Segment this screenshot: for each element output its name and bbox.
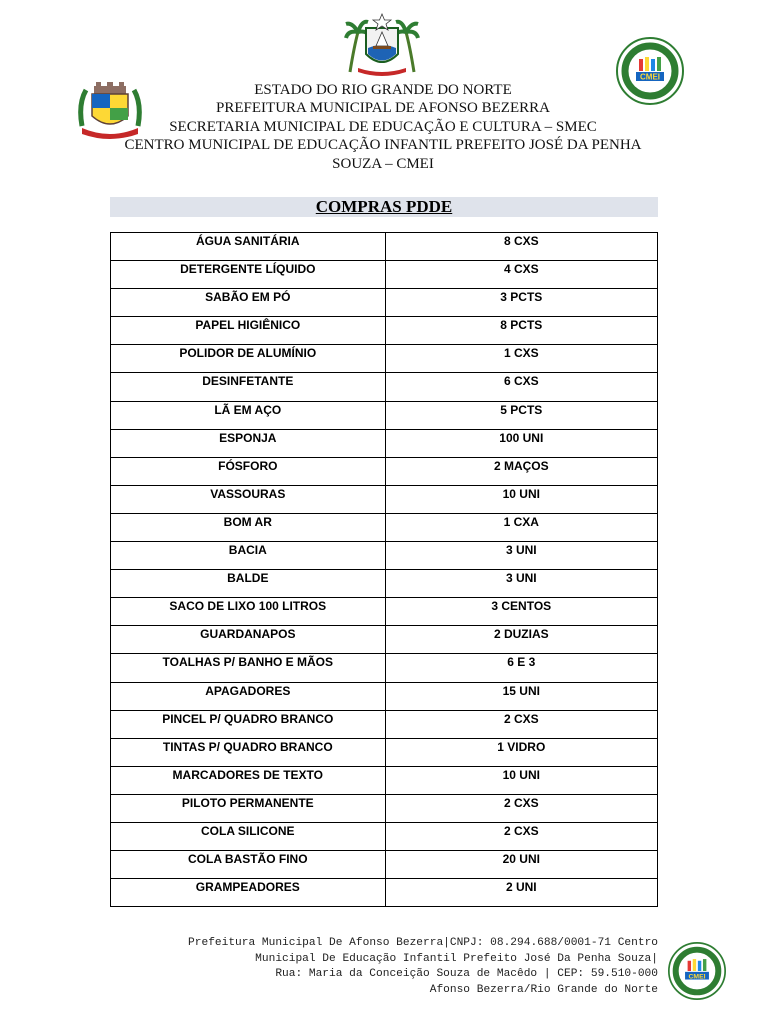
table-row (111, 822, 658, 850)
table-row (111, 429, 658, 457)
table-row (111, 457, 658, 485)
table-row (111, 485, 658, 513)
item-name-cell: LÃ EM AÇO (111, 401, 386, 429)
item-quantity-cell: 6 E 3 (385, 654, 657, 682)
item-quantity-cell: 2 CXS (385, 822, 657, 850)
item-quantity-cell: 10 UNI (385, 766, 657, 794)
item-name-cell: GRAMPEADORES (111, 879, 386, 907)
table-row (111, 570, 658, 598)
footer-line-4: Afonso Bezerra/Rio Grande do Norte (429, 983, 658, 996)
item-quantity-cell: 1 CXS (385, 345, 657, 373)
item-quantity-cell: 2 MAÇOS (385, 457, 657, 485)
table-row (111, 401, 658, 429)
state-coat-of-arms-icon (344, 12, 420, 78)
item-quantity-cell: 3 UNI (385, 570, 657, 598)
item-name-cell: BACIA (111, 542, 386, 570)
table-row (111, 345, 658, 373)
item-name-cell: APAGADORES (111, 682, 386, 710)
header-line-state: ESTADO DO RIO GRANDE DO NORTE (254, 82, 512, 98)
item-name-cell: ÁGUA SANITÁRIA (111, 233, 386, 261)
item-name-cell: POLIDOR DE ALUMÍNIO (111, 345, 386, 373)
item-name-cell: VASSOURAS (111, 485, 386, 513)
header-line-school: CENTRO MUNICIPAL DE EDUCAÇÃO INFANTIL PREFEITO JOSÉ DA PENHA (124, 137, 642, 154)
item-quantity-cell: 2 UNI (385, 879, 657, 907)
document-title-text: COMPRAS PDDE (315, 197, 453, 216)
table-row (111, 513, 658, 541)
table-row (111, 879, 658, 907)
item-name-cell: BOM AR (111, 513, 386, 541)
table-row (111, 289, 658, 317)
item-quantity-cell: 2 CXS (385, 794, 657, 822)
item-name-cell: BALDE (111, 570, 386, 598)
table-row (111, 233, 658, 261)
item-quantity-cell: 3 PCTS (385, 289, 657, 317)
item-quantity-cell: 1 CXA (385, 513, 657, 541)
header-line-city: PREFEITURA MUNICIPAL DE AFONSO BEZERRA (216, 100, 550, 117)
table-row (111, 738, 658, 766)
item-quantity-cell: 8 CXS (385, 233, 657, 261)
table-row (111, 794, 658, 822)
footer-line-3: Rua: Maria da Conceição Souza de Macêdo | CEP: 59.510-000 (275, 968, 658, 980)
table-row (111, 682, 658, 710)
header-line-secretariat: SECRETARIA MUNICIPAL DE EDUCAÇÃO E CULTURA – SMEC (169, 118, 597, 135)
item-name-cell: PAPEL HIGIÊNICO (111, 317, 386, 345)
table-row (111, 766, 658, 794)
item-name-cell: ESPONJA (111, 429, 386, 457)
item-name-cell: COLA SILICONE (111, 822, 386, 850)
table-row (111, 626, 658, 654)
item-name-cell: DESINFETANTE (111, 373, 386, 401)
item-quantity-cell: 6 CXS (385, 373, 657, 401)
svg-text:CMEI: CMEI (640, 72, 660, 82)
item-name-cell: GUARDANAPOS (111, 626, 386, 654)
item-quantity-cell: 100 UNI (385, 429, 657, 457)
item-quantity-cell: 10 UNI (385, 485, 657, 513)
footer-line-1: Prefeitura Municipal De Afonso Bezerra|CNPJ: 08.294.688/0001-71 Centro (188, 937, 658, 949)
table-row (111, 654, 658, 682)
item-quantity-cell: 4 CXS (385, 261, 657, 289)
table-row (111, 317, 658, 345)
document-footer (104, 936, 658, 998)
table-row (111, 542, 658, 570)
item-quantity-cell: 8 PCTS (385, 317, 657, 345)
item-quantity-cell: 3 UNI (385, 542, 657, 570)
table-row (111, 598, 658, 626)
item-name-cell: TINTAS P/ QUADRO BRANCO (111, 738, 386, 766)
item-name-cell: FÓSFORO (111, 457, 386, 485)
table-row (111, 710, 658, 738)
header-line-school-cont: SOUZA – CMEI (332, 155, 434, 172)
table-row (111, 261, 658, 289)
cmei-footer-logo-icon (668, 942, 726, 1000)
item-quantity-cell: 5 PCTS (385, 401, 657, 429)
item-quantity-cell: 15 UNI (385, 682, 657, 710)
purchase-table (110, 232, 658, 907)
item-name-cell: DETERGENTE LÍQUIDO (111, 261, 386, 289)
item-quantity-cell: 2 CXS (385, 710, 657, 738)
item-name-cell: TOALHAS P/ BANHO E MÃOS (111, 654, 386, 682)
document-header (100, 81, 666, 173)
item-quantity-cell: 20 UNI (385, 851, 657, 879)
item-quantity-cell: 1 VIDRO (385, 738, 657, 766)
item-quantity-cell: 3 CENTOS (385, 598, 657, 626)
item-quantity-cell: 2 DUZIAS (385, 626, 657, 654)
item-name-cell: SACO DE LIXO 100 LITROS (111, 598, 386, 626)
item-name-cell: PINCEL P/ QUADRO BRANCO (111, 710, 386, 738)
item-name-cell: SABÃO EM PÓ (111, 289, 386, 317)
item-name-cell: COLA BASTÃO FINO (111, 851, 386, 879)
footer-line-2: Municipal De Educação Infantil Prefeito José Da Penha Souza| (255, 952, 658, 965)
document-title (110, 197, 658, 217)
item-name-cell: MARCADORES DE TEXTO (111, 766, 386, 794)
item-name-cell: PILOTO PERMANENTE (111, 794, 386, 822)
svg-text:CMEI: CMEI (688, 973, 706, 981)
table-row (111, 373, 658, 401)
table-row (111, 851, 658, 879)
